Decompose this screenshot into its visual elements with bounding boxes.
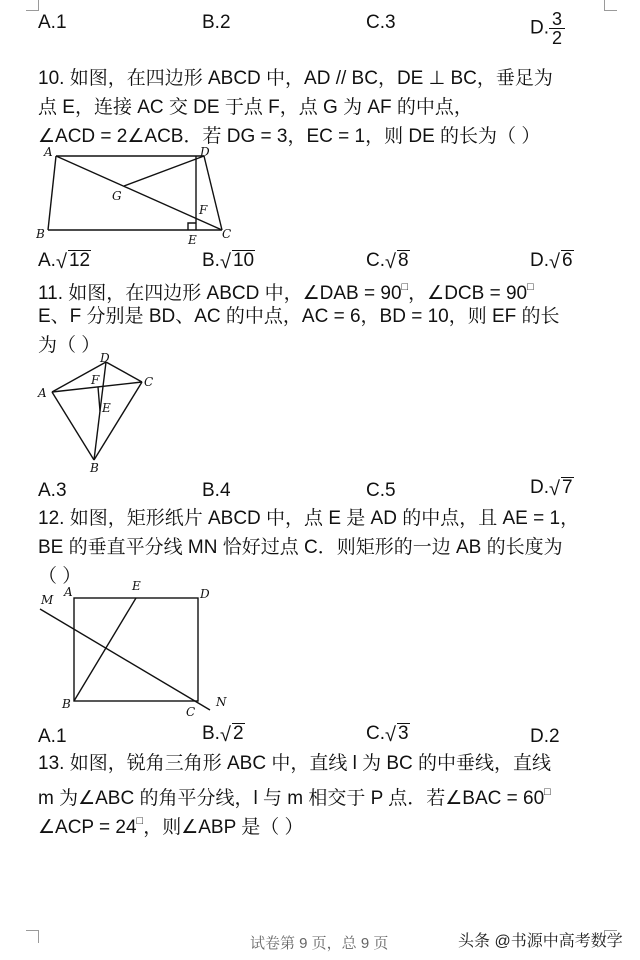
label-c: C [222,227,232,241]
degree-box: □ [527,281,534,293]
segment-be [74,598,136,701]
radicand: 8 [397,250,409,271]
label-d: D [200,146,210,159]
label-m: M [41,593,54,607]
q9-option-d-prefix: D. [530,17,549,39]
q12-option-d: D.2 [530,726,560,747]
degree-box: □ [136,815,144,827]
right-angle-mark [188,223,196,230]
q9-option-b: B.2 [202,12,231,33]
q10-text-line-1: 10. 如图，在四边形 ABCD 中，AD // BC，DE ⊥ BC，垂足为 [38,68,553,89]
q10-option-b [202,250,255,274]
label-d: D [200,587,210,601]
option-prefix: B. [202,723,220,744]
label-g: G [112,189,122,203]
segment-gd [124,156,204,186]
fraction-numerator: 3 [549,10,565,29]
label-f: F [91,373,100,387]
label-a: A [38,386,47,400]
segment-cb [94,382,142,460]
q12-text-line-1: 12. 如图，矩形纸片 ABCD 中，点 E 是 AD 的中点，且 AE = 1， [38,508,580,529]
q12-option-c [366,723,410,747]
option-prefix: D. [530,250,549,271]
q13-line-3-part-1: ∠ACP = 24 [38,817,137,838]
radical-icon: √ [219,251,231,273]
option-prefix: B. [202,250,220,271]
label-b: B [62,697,71,711]
q10-option-a [38,250,91,274]
q11-option-c: C.5 [366,480,396,501]
radicand: 12 [68,250,91,271]
q11-option-d [530,477,574,501]
q12-text-line-3: （ ） [38,566,82,587]
corner-mark-top-right [604,0,617,11]
q10-option-c [366,250,410,274]
q11-text-line-3: 为（ ） [38,335,101,356]
q10-text-line-2: 点 E，连接 AC 交 DE 于点 F，点 G 为 AF 的中点， [38,97,473,118]
label-f: F [199,203,208,217]
q13-line-3-part-2: ，则∠ABP 是（ ） [143,817,304,838]
option-prefix: C. [366,250,385,271]
label-e: E [132,579,141,593]
degree-box: □ [544,786,551,798]
label-b: B [36,227,45,241]
option-prefix: A. [38,250,56,271]
label-e: E [188,233,197,246]
radical-icon: √ [385,251,396,273]
corner-mark-bottom-left [26,930,39,943]
label-c: C [186,705,196,718]
option-prefix: C. [366,723,385,744]
segment-dc [106,362,142,382]
segment-ac [56,156,222,230]
q12-text-line-2: BE 的垂直平分线 MN 恰好过点 C．则矩形的一边 AB 的长度为 [38,537,563,558]
radical-icon: √ [385,724,396,746]
radicand: 6 [561,250,573,271]
q13-line-2-part-1: m 为∠ABC 的角平分线，l 与 m 相交于 P 点．若∠BAC = 60 [38,788,545,809]
q10-text-line-3: ∠ACD = 2∠ACB．若 DG = 3，EC = 1，则 DE 的长为（ ） [38,126,541,147]
option-prefix: D. [530,477,549,498]
corner-mark-top-left [26,0,39,11]
radicand: 7 [561,477,573,498]
q13-text-line-3 [38,806,303,843]
radical-icon: √ [55,251,67,273]
page-footer: 试卷第 9 页，总 9 页 [250,935,389,952]
label-n: N [216,695,227,709]
radical-icon: √ [219,724,231,746]
q9-option-d-fraction [549,10,565,47]
q11-line-1-part-2: ，∠DCB = 90 [408,283,528,304]
fraction-denominator: 2 [552,28,563,48]
q10-figure [36,146,246,246]
segment-dc [204,156,222,230]
line-mn [40,609,210,710]
q9-option-d [530,10,565,47]
q12-option-b [202,723,245,747]
label-e: E [102,401,111,415]
q10-option-d [530,250,574,274]
q9-option-c: C.3 [366,12,396,33]
label-b: B [90,461,99,475]
q11-line-1-part-1: 11. 如图，在四边形 ABCD 中，∠DAB = 90 [38,283,402,304]
degree-box: □ [401,281,409,293]
rectangle-abcd [74,598,198,701]
q11-option-a: A.3 [38,480,67,501]
segment-ab [48,156,56,230]
radicand: 2 [232,723,244,744]
q12-figure [36,578,246,718]
q13-text-line-1: 13. 如图，锐角三角形 ABC 中，直线 l 为 BC 的中垂线，直线 [38,753,552,774]
q12-option-a: A.1 [38,726,67,747]
segment-ef [98,387,100,411]
segment-ba [52,392,94,460]
q11-option-b: B.4 [202,480,231,501]
label-c: C [144,375,154,389]
watermark: 头条 @书源中高考数学 [458,933,623,950]
label-a: A [44,146,53,159]
radical-icon: √ [549,478,560,500]
radicand: 10 [232,250,255,271]
q11-figure [36,350,166,475]
radical-icon: √ [549,251,560,273]
q11-text-line-2: E、F 分别是 BD、AC 的中点，AC = 6，BD = 10，则 EF 的长 [38,306,560,327]
label-d: D [100,351,110,365]
label-a: A [64,585,73,599]
radicand: 3 [397,723,409,744]
q9-option-a: A.1 [38,12,67,33]
